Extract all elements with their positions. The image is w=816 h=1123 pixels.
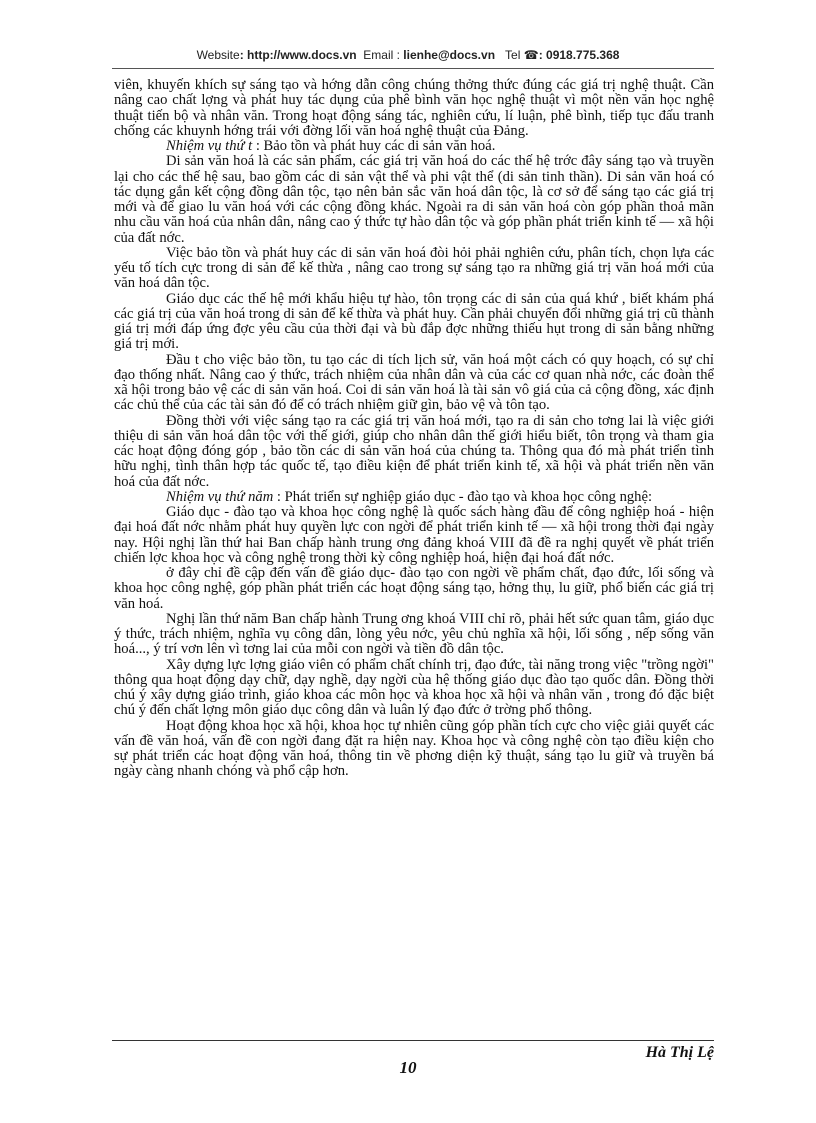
page-number: 10: [399, 1058, 417, 1077]
paragraph: Đầu t cho việc bảo tồn, tu tạo các di tích lịch sử, văn hoá một cách có quy hoạch, có sự chỉ đạo thống nhất. Nâng cao ý thức, trách nhiệm của nhân dân và của các cơ quan nhà nớc, các đoàn thể xã hội trong bảo vệ các di sản văn hoá. Coi di sản văn hoá là tài sản vô giá của cả cộng đồng, xác định các chủ thể của các tài sản đó để có trách nhiệm giữ gìn, bảo vệ và tôn tạo.: [114, 351, 714, 414]
tel-label: Tel: [505, 48, 521, 62]
website-link[interactable]: : http://www.docs.vn: [239, 48, 357, 62]
author-name: Hà Thị Lệ: [645, 1044, 714, 1061]
task-heading: [114, 490, 714, 505]
document-body: [114, 78, 714, 780]
header-divider: [112, 68, 714, 69]
paragraph: Di sản văn hoá là các sản phẩm, các giá trị văn hoá do các thế hệ trớc đây sáng tạo và truyền lại cho các thế hệ sau, bao gồm các di sản vật thể và phi vật thể (di sản tinh thần). Di sản văn hoá có tác dụng gắn kết cộng đồng dân tộc, tạo nên bản sắc văn hoá dân tộc, là cơ sở để sáng tạo các giá trị mới và để giao lu văn hoá với các cộng đồng khác. Ngoài ra di sản văn hoá còn góp phần thoả mãn nhu cầu văn hoá của nhân dân, nâng cao ý thức tự hào dân tộc và góp phần phát triển kinh tế — xã hội của đất nớc.: [114, 153, 714, 246]
page-header: [0, 48, 816, 62]
paragraph: Đồng thời với việc sáng tạo ra các giá trị văn hoá mới, tạo ra di sản cho tơng lai là việc giới thiệu di sản văn hoá dân tộc với thế giới, giúp cho nhân dân thế giới hiểu biết, tôn trọng và tham gia các hoạt động đóng góp , bảo tồn các di sản văn hoá của chúng ta. Thông qua đó mà phát triển tình hữu nghị, tình thân hợp tác quốc tế, tạo điều kiện để phát triển kinh tế, xã hội và phát triển nền văn hoá của đất nớc.: [114, 412, 714, 490]
task-label: Nhiệm vụ thứ t: [166, 138, 253, 154]
paragraph: Xây dựng lực lợng giáo viên có phẩm chất chính trị, đạo đức, tài năng trong việc "trồng ngời" thông qua hoạt động dạy chữ, dạy nghề, dạy ngời cùa hệ thống giáo dục đào tạo quốc dân. Đồng thời chú ý xây dựng giáo trình, giáo khoa các môn học và khoa học xã hội và nhân văn , trong đó đặc biệt chú ý đến chất lợng môn giáo dục công dân và luân lý đạo đức ở trờng phổ thông.: [114, 656, 714, 719]
tel-value: : 0918.775.368: [538, 48, 620, 62]
task-text: : Phát triển sự nghiệp giáo dục - đào tạo và khoa học công nghệ:: [273, 488, 653, 505]
task-label: Nhiệm vụ thứ năm: [166, 488, 274, 505]
paragraph: Nghị lần thứ năm Ban chấp hành Trung ơng khoá VIII chỉ rõ, phải hết sức quan tâm, giáo dục ý thức, trách nhiệm, nghĩa vụ công dân, lòng yêu nớc, yêu chủ nghĩa xã hội, lối sống , nếp sống văn hoá..., ý trí vơn lên vì tơng lai của mỗi con ngời và tiền đồ dân tộc.: [114, 610, 714, 658]
email-label: Email :: [363, 48, 400, 62]
paragraph: Hoạt động khoa học xã hội, khoa học tự nhiên cũng góp phần tích cực cho việc giải quyết các vấn đề văn hoá, vấn đề con ngời đang đặt ra hiện nay. Khoa học và công nghệ còn tạo điều kiện cho sự phát triển các hoạt động văn hoá, thông tin về phơng diện kỹ thuật, sáng tạo lu giữ và truyền bá ngày càng nhanh chóng và phổ cập hơn.: [114, 717, 714, 780]
phone-icon: ☎: [523, 48, 539, 62]
paragraph: Giáo dục các thế hệ mới khẩu hiệu tự hào, tôn trọng các di sản của quá khứ , biết khám phá các giá trị của văn hoá trong di sản để kế thừa và phát huy. Cần phải chuyển đổi những giá trị cũ thành giá trị mới đáp ứng đợc yêu cầu của thời đại và bù đắp đợc những thiếu hụt trong di sản bằng những giá trị mới.: [114, 290, 714, 353]
website-label: Website: [196, 48, 240, 62]
footer-divider: [112, 1040, 714, 1041]
paragraph: Việc bảo tồn và phát huy các di sản văn hoá đòi hỏi phải nghiên cứu, phân tích, chọn lựa các yếu tố tích cực trong di sản để kế thừa , nâng cao trong sự sáng tạo ra những giá trị văn hoá mới của văn hoá dân tộc.: [114, 244, 714, 292]
email-link[interactable]: lienhe@docs.vn: [403, 48, 496, 62]
paragraph: Giáo dục - đào tạo và khoa học công nghệ là quốc sách hàng đầu để công nghiệp hoá - hiện đại hoá đất nớc nhằm phát huy quyền lực con ngời để phát triển kinh tế — xã hội trong thời đại ngày nay. Hội nghị lần thứ hai Ban chấp hành trung ơng đảng khoá VIII đã đề ra nghị quyết về phát triển chiến lợc khoa học và công nghệ trong thời kỳ công nghiệp hoá, hiện đại hoá đất nớc.: [114, 504, 714, 566]
task-heading: [114, 139, 714, 154]
task-text: : Bảo tồn và phát huy các di sản văn hoá.: [252, 138, 496, 154]
paragraph: ở đây chỉ đề cập đến vấn đề giáo dục- đào tạo con ngời về phẩm chất, đạo đức, lối sống và khoa học công nghệ, góp phần phát triển các hoạt động sáng tạo, hởng thụ, lu giữ, phổ biến các giá trị văn hoá.: [114, 565, 714, 612]
paragraph: viên, khuyến khích sự sáng tạo và hớng dẫn công chúng thởng thức đúng các giá trị nghệ thuật. Cần nâng cao chất lợng và phát huy tác dụng của phê bình văn học nghệ thuật vì một nền văn học nghệ thuật tiến bộ và nhân văn. Trong hoạt động sáng tác, nghiên cứu, lí luận, phê bình, tiếp tục đấu tranh chống các khuynh hớng trái với đờng lối văn hoá nghệ thuật của Đảng.: [114, 77, 714, 139]
